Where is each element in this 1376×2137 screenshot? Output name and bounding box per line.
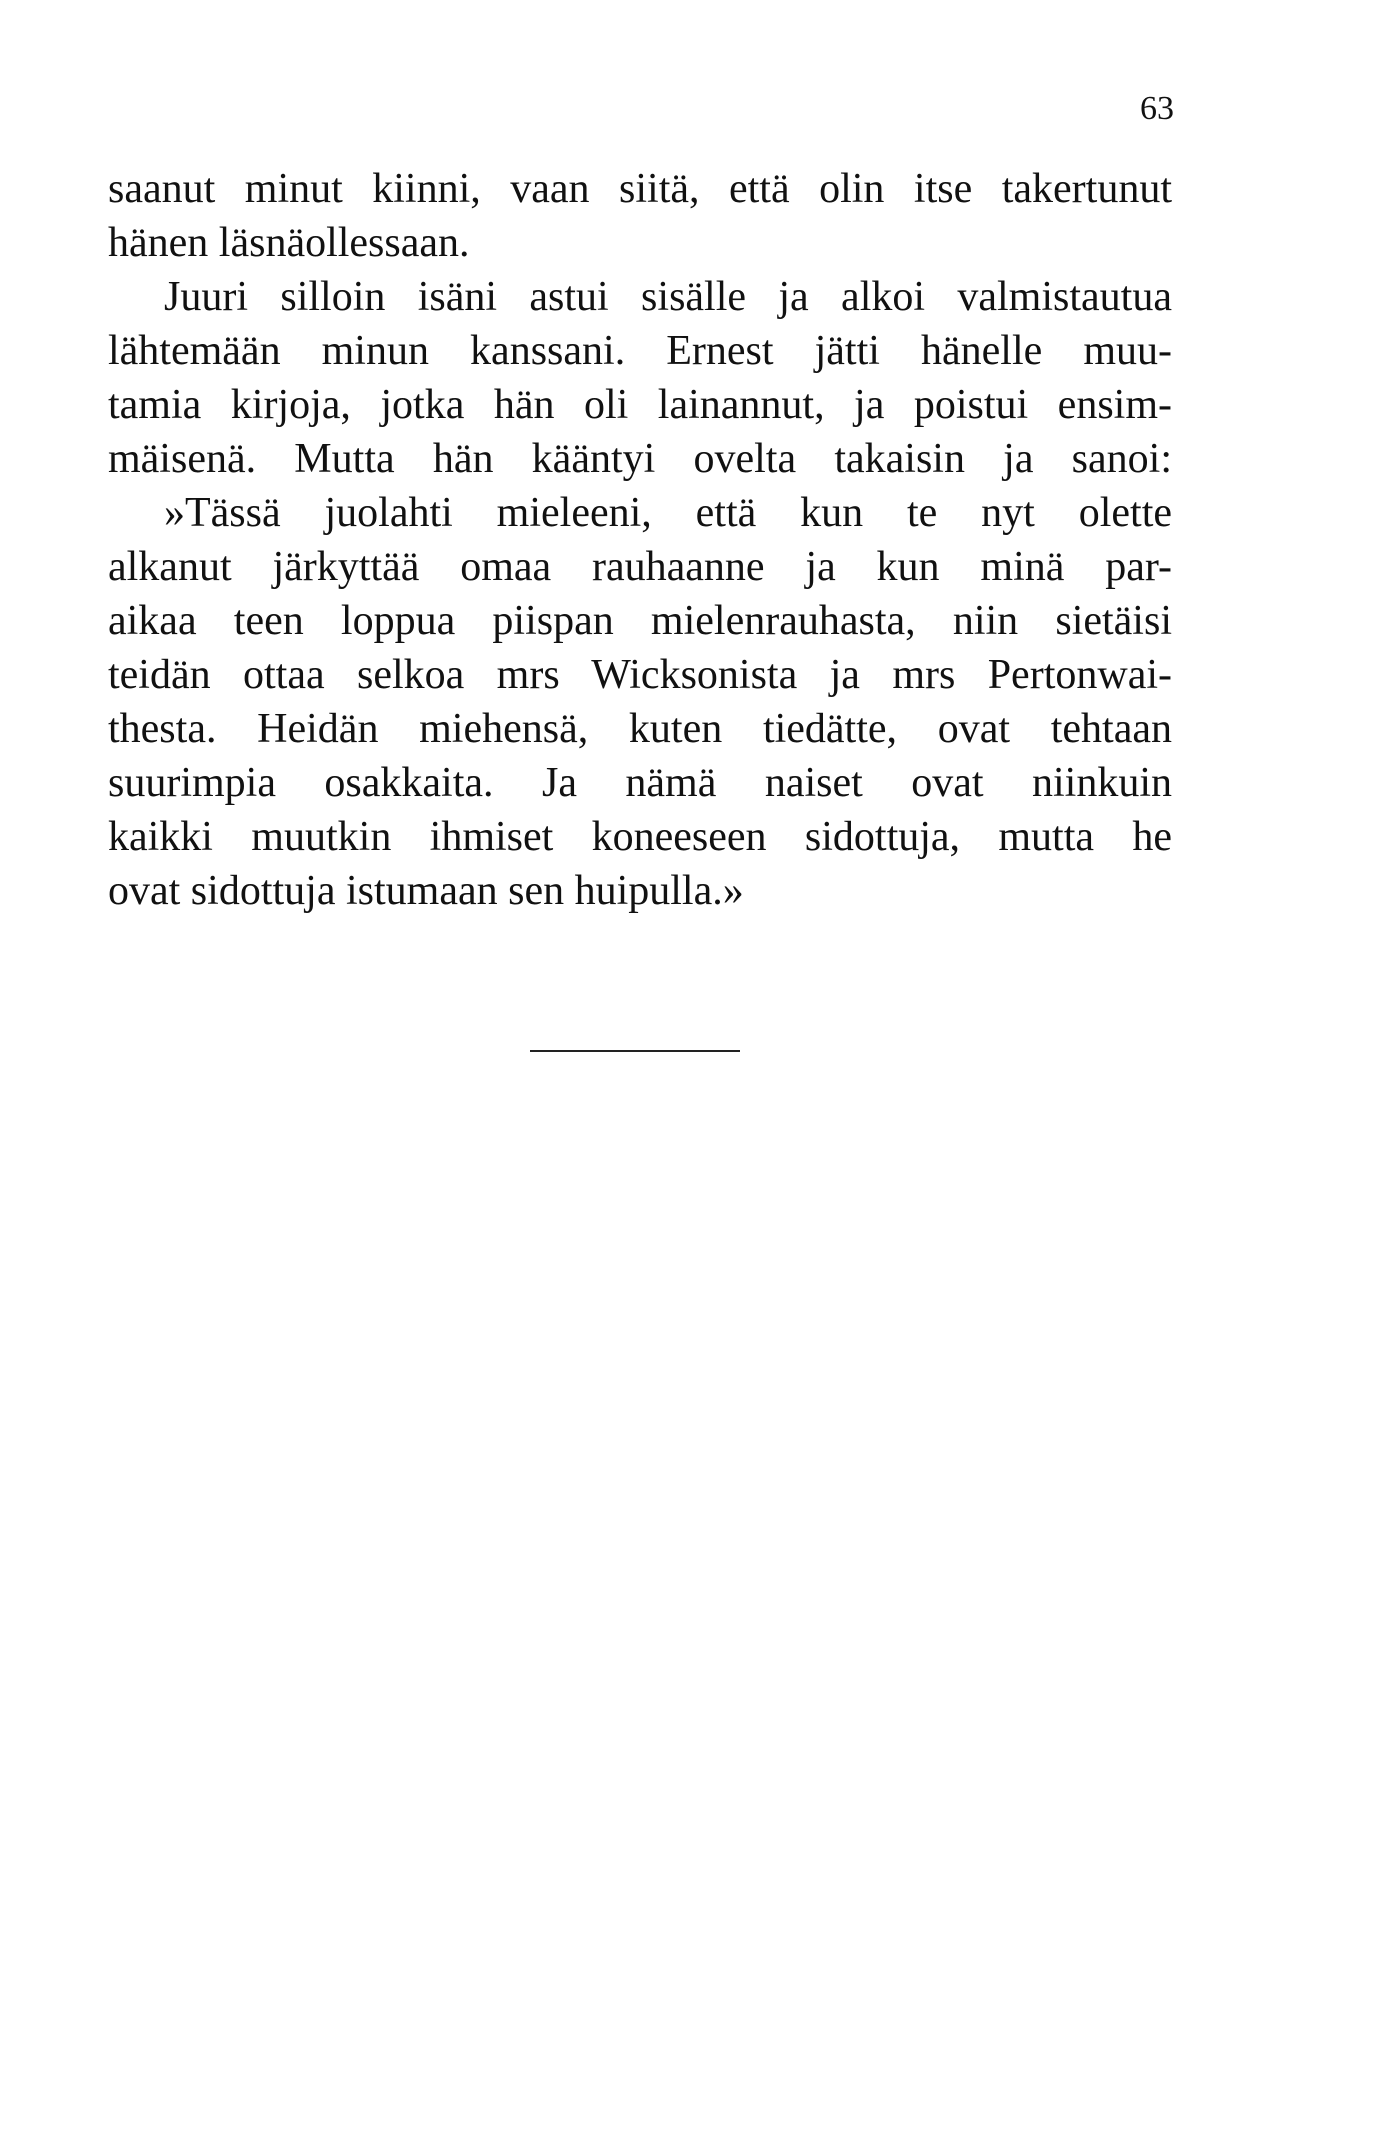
section-divider [530, 1050, 740, 1052]
text-line: tamia kirjoja, jotka hän oli lainannut, ja poistui ensim- [108, 382, 1172, 428]
text-line: teidän ottaa selkoa mrs Wicksonista ja mrs Pertonwai- [108, 652, 1172, 698]
text-line: ovat sidottuja istumaan sen huipulla.» [108, 868, 744, 914]
text-line: saanut minut kiinni, vaan siitä, että olin itse takertunut [108, 166, 1172, 212]
text-line: Juuri silloin isäni astui sisälle ja alkoi valmistautua [164, 274, 1172, 320]
text-line: »Tässä juolahti mieleeni, että kun te nyt olette [164, 490, 1172, 536]
text-line: thesta. Heidän miehensä, kuten tiedätte, ovat tehtaan [108, 706, 1172, 752]
text-line: aikaa teen loppua piispan mielenrauhasta, niin sietäisi [108, 598, 1172, 644]
text-line: kaikki muutkin ihmiset koneeseen sidottuja, mutta he [108, 814, 1172, 860]
page-number: 63 [1140, 90, 1174, 127]
text-line: suurimpia osakkaita. Ja nämä naiset ovat niinkuin [108, 760, 1172, 806]
text-line: lähtemään minun kanssani. Ernest jätti hänelle muu- [108, 328, 1172, 374]
text-line: alkanut järkyttää omaa rauhaanne ja kun minä par- [108, 544, 1172, 590]
body-text [108, 162, 1172, 918]
text-line: hänen läsnäollessaan. [108, 220, 470, 266]
text-line: mäisenä. Mutta hän kääntyi ovelta takaisin ja sanoi: [108, 436, 1172, 482]
